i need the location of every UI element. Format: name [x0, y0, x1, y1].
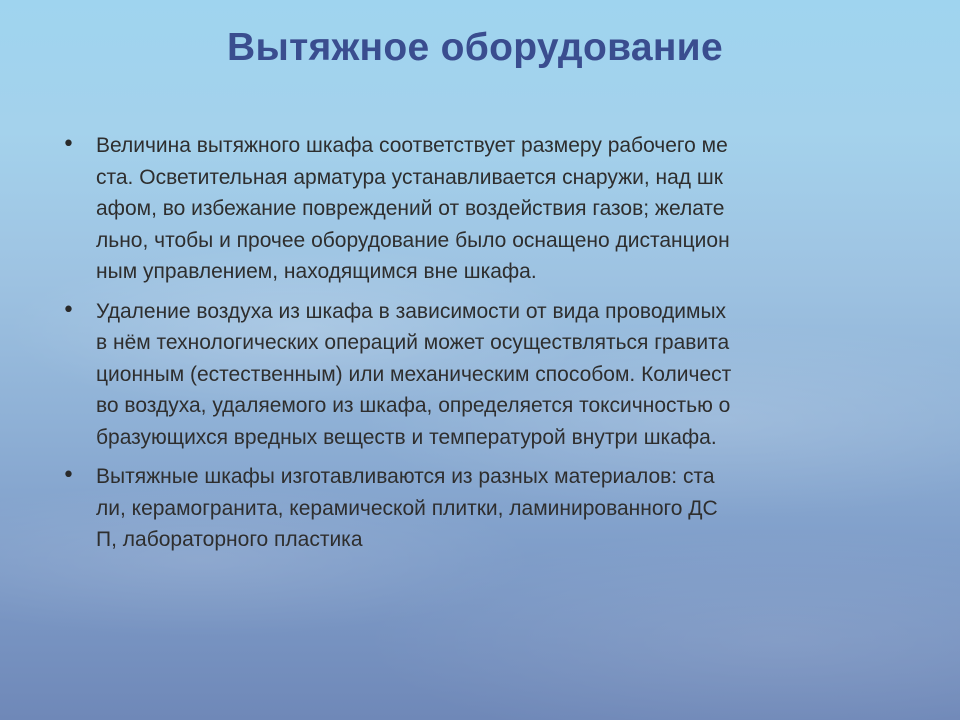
bullet-text: Удаление воздуха из шкафа в зависимости от вида проводимых в нём технологических операций может осуществляться гравита ционным (естественным) или механическим способом. Количест во воздуха, удаляемого из шкафа, определяется токсичностью о бразующихся вредных веществ и температурой внутри шкафа.	[96, 299, 732, 449]
bullet-icon: •	[62, 463, 75, 488]
bullet-item	[60, 461, 920, 556]
bullet-list	[60, 130, 920, 564]
bullet-item	[60, 130, 920, 288]
bullet-text: Вытяжные шкафы изготавливаются из разных материалов: ста ли, керамогранита, керамической плитки, ламинированного ДС П, лабораторного пластика	[96, 465, 718, 551]
bullet-text: Величина вытяжного шкафа соответствует размеру рабочего ме ста. Осветительная арматура устанавливается снаружи, над шк афом, во избежание повреждений от воздействия газов; желате льно, чтобы и прочее оборудование было оснащено дистанцион ным управлением, находящимся вне шкафа.	[96, 134, 730, 283]
bullet-icon: •	[62, 297, 75, 323]
bullet-item	[60, 296, 920, 454]
bullet-icon: •	[62, 132, 75, 157]
slide-title: Вытяжное оборудование	[227, 26, 723, 69]
